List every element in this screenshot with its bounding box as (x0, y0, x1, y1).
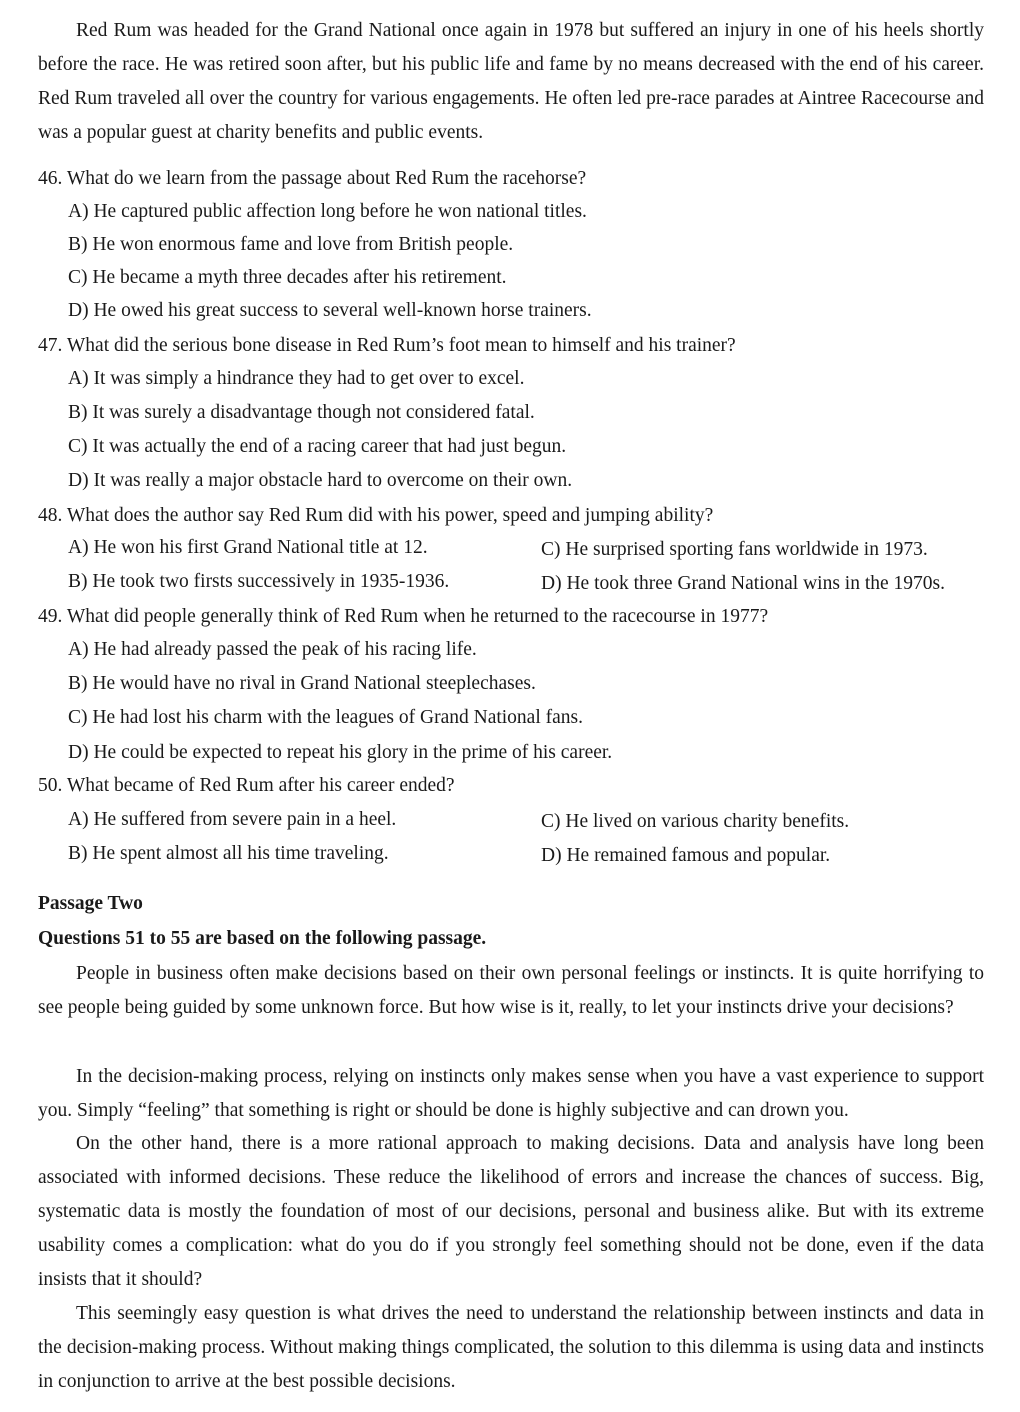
question-49-option-b: B) He would have no rival in Grand National steeplechases. (68, 673, 536, 694)
question-48-option-d: D) He took three Grand National wins in the 1970s. (541, 573, 945, 594)
question-50-stem: 50. What became of Red Rum after his career ended? (38, 775, 455, 796)
passage-two-instruction: Questions 51 to 55 are based on the following passage. (38, 928, 487, 949)
question-49-stem: 49. What did people generally think of Red Rum when he returned to the racecourse in 1977? (38, 606, 769, 627)
question-49-option-a: A) He had already passed the peak of his racing life. (68, 639, 477, 660)
question-50-option-b: B) He spent almost all his time traveling. (68, 843, 389, 864)
question-46-stem: 46. What do we learn from the passage about Red Rum the racehorse? (38, 168, 587, 189)
passage-one-final-paragraph: Red Rum was headed for the Grand National once again in 1978 but suffered an injury in one of his heels shortly before the race. He was retired soon after, but his public life and fame by no means decreased with the end of his career. Red Rum traveled all over the country for various engagements. He often led pre-race parades at Aintree Racecourse and was a popular guest at charity benefits and public events. (38, 20, 984, 143)
question-50-option-c: C) He lived on various charity benefits. (541, 811, 850, 832)
question-48-stem: 48. What does the author say Red Rum did with his power, speed and jumping ability? (38, 505, 714, 526)
question-47-option-c: C) It was actually the end of a racing career that had just begun. (68, 436, 567, 457)
question-50-option-a: A) He suffered from severe pain in a heel. (68, 809, 397, 830)
passage-two-paragraph-1: People in business often make decisions based on their own personal feelings or instincts. It is quite horrifying to see people being guided by some unknown force. But how wise is it, really, to let your instincts drive your decisions? (38, 963, 984, 1018)
question-48-option-b: B) He took two firsts successively in 1935-1936. (68, 571, 450, 592)
question-48-option-c: C) He surprised sporting fans worldwide in 1973. (541, 539, 928, 560)
question-46-option-c: C) He became a myth three decades after his retirement. (68, 267, 507, 288)
passage-two-paragraph-3: On the other hand, there is a more rational approach to making decisions. Data and analysis have long been associated with informed decisions. These reduce the likelihood of errors and increase the chances of success. Big, systematic data is mostly the foundation of most of our decisions, personal and business alike. But with its extreme usability comes a complication: what do you do if you strongly feel something should not be done, even if the data insists that it should? (38, 1133, 984, 1290)
question-47-option-d: D) It was really a major obstacle hard to overcome on their own. (68, 470, 573, 491)
question-47-option-a: A) It was simply a hindrance they had to get over to excel. (68, 368, 525, 389)
question-46-option-b: B) He won enormous fame and love from British people. (68, 234, 514, 255)
question-49-option-c: C) He had lost his charm with the leagues of Grand National fans. (68, 707, 583, 728)
question-49-option-d: D) He could be expected to repeat his glory in the prime of his career. (68, 742, 613, 763)
question-47-option-b: B) It was surely a disadvantage though not considered fatal. (68, 402, 535, 423)
question-47-stem: 47. What did the serious bone disease in Red Rum’s foot mean to himself and his trainer? (38, 335, 736, 356)
passage-two-paragraph-2: In the decision-making process, relying on instincts only makes sense when you have a vast experience to support you. Simply “feeling” that something is right or should be done is highly subjective and can drown you. (38, 1066, 984, 1121)
question-48-option-a: A) He won his first Grand National title at 12. (68, 537, 428, 558)
question-50-option-d: D) He remained famous and popular. (541, 845, 831, 866)
question-46-option-a: A) He captured public affection long before he won national titles. (68, 201, 587, 222)
question-46-option-d: D) He owed his great success to several well-known horse trainers. (68, 300, 592, 321)
passage-two-paragraph-4: This seemingly easy question is what drives the need to understand the relationship between instincts and data in the decision-making process. Without making things complicated, the solution to this dilemma is using data and instincts in conjunction to arrive at the best possible decisions. (38, 1303, 984, 1392)
passage-two-heading: Passage Two (38, 893, 143, 914)
